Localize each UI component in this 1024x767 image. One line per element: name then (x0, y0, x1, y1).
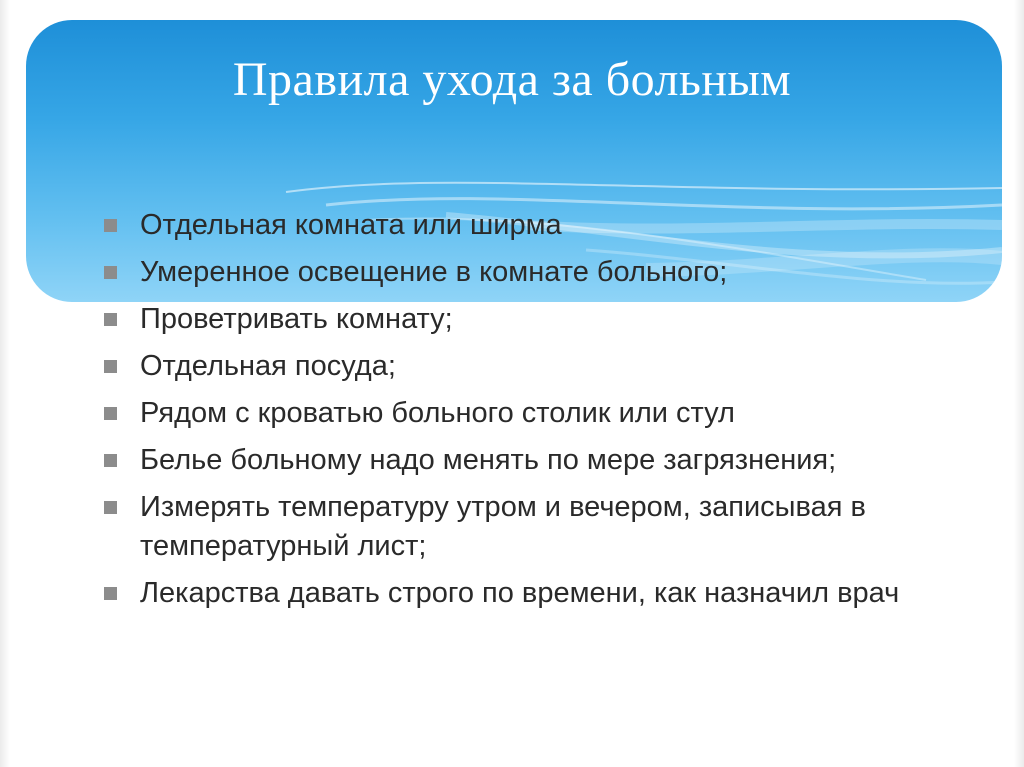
square-bullet-icon (104, 266, 117, 279)
list-item-text: Белье больному надо менять по мере загрязнения; (140, 444, 837, 476)
square-bullet-icon (104, 313, 117, 326)
square-bullet-icon (104, 219, 117, 232)
list-item (100, 488, 980, 566)
list-item-text: Рядом с кроватью больного столик или стул (140, 397, 735, 429)
slide-title: Правила ухода за больным (232, 53, 792, 106)
list-item-text: Умеренное освещение в комнате больного; (140, 256, 728, 288)
square-bullet-icon (104, 501, 117, 514)
square-bullet-icon (104, 360, 117, 373)
list-item (100, 206, 980, 245)
list-item-text: Измерять температуру утром и вечером, записывая в температурный лист; (140, 491, 866, 562)
slide-left-edge (0, 0, 10, 767)
square-bullet-icon (104, 454, 117, 467)
list-item-text: Отдельная комната или ширма (140, 209, 562, 241)
list-item (100, 300, 980, 339)
list-item (100, 441, 980, 480)
slide-right-edge (1014, 0, 1024, 767)
list-item-text: Лекарства давать строго по времени, как назначил врач (140, 577, 900, 609)
list-item (100, 253, 980, 292)
list-item-text: Отдельная посуда; (140, 350, 396, 382)
square-bullet-icon (104, 587, 117, 600)
bullet-list (100, 206, 980, 621)
square-bullet-icon (104, 407, 117, 420)
list-item (100, 394, 980, 433)
list-item-text: Проветривать комнату; (140, 303, 453, 335)
list-item (100, 347, 980, 386)
list-item (100, 574, 980, 613)
